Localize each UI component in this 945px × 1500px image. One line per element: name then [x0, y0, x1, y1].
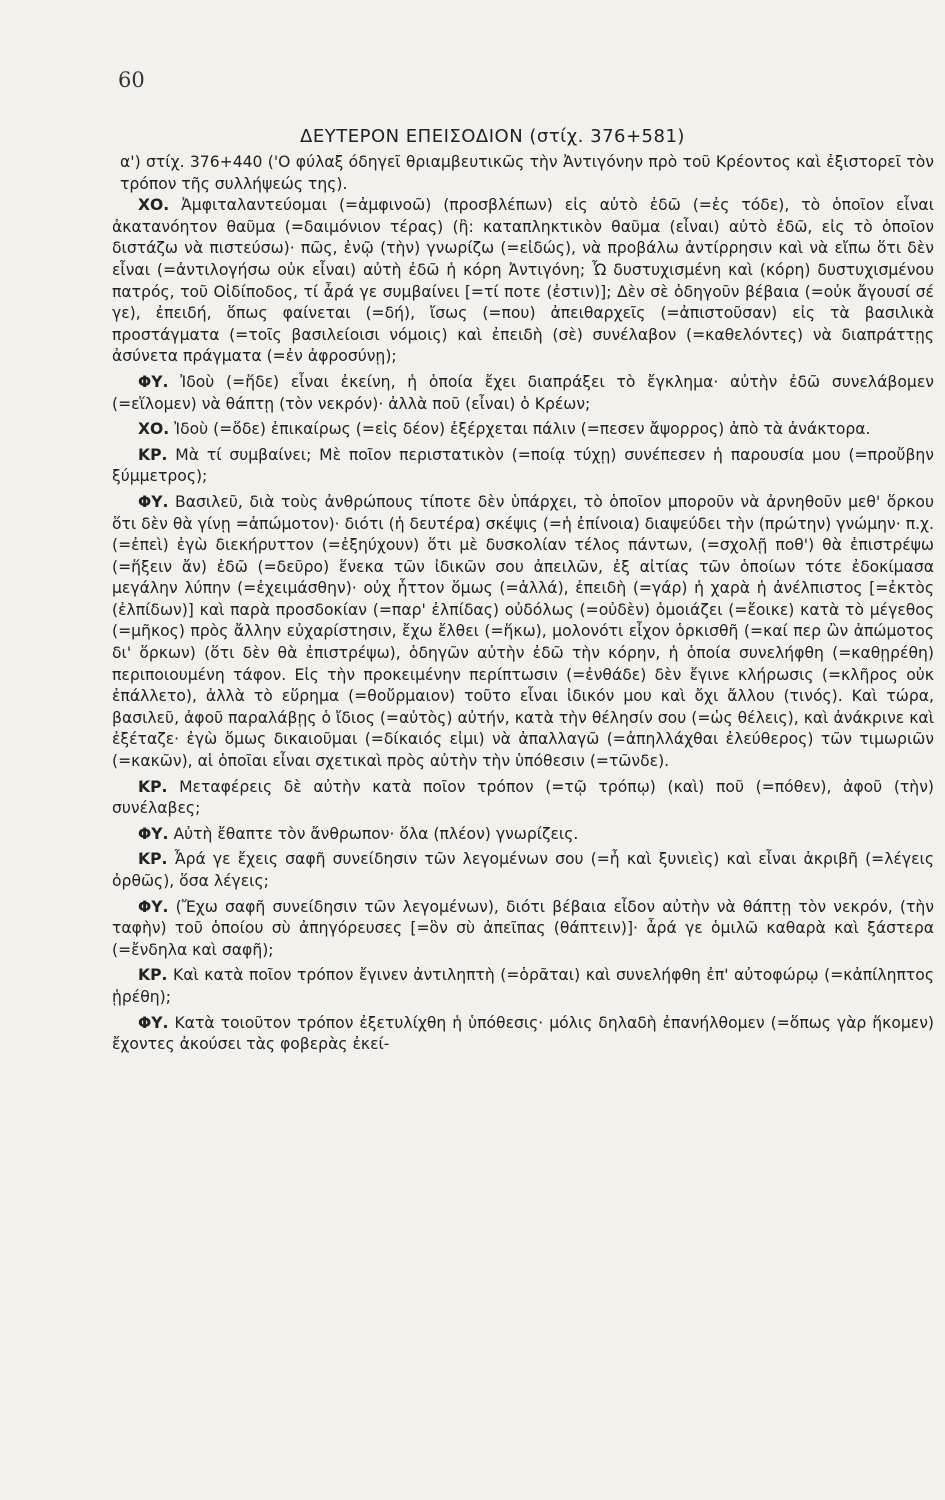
paragraph-text: Κατὰ τοιοῦτον τρόπον ἐξετυλίχθη ἡ ὑπόθεσις· μόλις δηλαδὴ ἐπανήλθομεν (=ὅπως γὰρ ἥκομεν) ἔχοντες ἀκούσει τὰς φοβερὰς ἐκεί-: [112, 1013, 934, 1054]
paragraph-8: [112, 849, 934, 892]
paragraph-text: Βασιλεῦ, διὰ τοὺς ἀνθρώπους τίποτε δὲν ὑπάρχει, τὸ ὁποῖον μποροῦν νὰ ἀρνηθοῦν μεθ' ὅρκου ὅτι δὲν θὰ γίνῃ =ἀπώμοτον)· διότι (ἡ δευτέρα) σκέψις (=ἡ ἐπίνοια) διαψεύδει τὴν (πρώτην) γνώμην· π.χ. (=ἐπεὶ) ἐγὼ διεκήρυττον (=ἐξηύχουν) ὅτι μὲ δυσκολίαν τέλος πάντων, (=σχολῇ ποθ') θὰ ἐπιστρέψω (=ἥξειν ἄν) ἐδῶ (=δεῦρο) ἕνεκα τῶν ἰδικῶν σου ἀπειλῶν, ἐξ αἰτίας τῶν ὁποίων τότε ἐδοκίμασα μεγάλην λύπην (=ἐχειμάσθην)· οὐχ ἧττον ὅμως (=ἀλλά), ἐπειδὴ (=γάρ) ἡ χαρὰ ἡ ἀνέλπιστος [=ἐκτὸς (ἐλπίδων)] καὶ παρὰ προσδοκίαν (=παρ' ἐλπίδας) οὐδόλως (=οὐδὲν) ὁμοιάζει (=ἔοικε) κατὰ τὸ μέγεθος (=μῆκος) πρὸς ἄλλην εὐχαρίστησιν, ἔχω ἔλθει (=ἥκω), μολονότι εἶχον ὁρκισθῆ (=καί περ ὢν ἀπώμοτος δι' ὅρκων) (ὅτι δὲν θὰ ἐπιστρέψω), ὁδηγῶν αὐτὴν ἐδῶ τὴν κόρην, ἡ ὁποία συνελήφθη (=καθῃρέθη) περιποιουμένη τάφον. Εἰς τὴν προκειμένην περίπτωσιν (=ἐνθάδε) δὲν ἔγινε κλήρωσις (=κλῆρος οὐκ ἐπάλλετο), ἀλλὰ τὸ εὕρημα (=θοὔρμαιον) τοῦτο εἶναι ἰδικόν μου καὶ ὄχι ἄλλου (τινός). Καὶ τώρα, βασιλεῦ, ἀφοῦ παραλάβῃς ὁ ἴδιος (=αὐτὸς) αὐτήν, κατὰ τὴν θέλησίν σου (=ὡς θέλεις), καὶ ἀνάκρινε καὶ ἐξέταζε· ἐγὼ ὅμως δικαιοῦμαι (=δίκαιός εἰμι) νὰ ἀπαλλαγῶ (=ἀπηλλάχθαι ἐλεύθερος) τῶν τιμωριῶν (=κακῶν), αἱ ὁποῖαι εἶναι σχετικαὶ πρὸς αὐτὴν τὴν ὑπόθεσιν (=τῶνδε).: [112, 492, 934, 771]
speaker: ΚΡ.: [138, 850, 168, 869]
speaker: ΚΡ.: [138, 966, 168, 985]
page-number: 60: [118, 68, 145, 92]
section-intro-text: στίχ. 376+440 ('Ο φύλαξ όδηγεῖ θριαμβευτικῶς τὴν Ἀντιγόνην πρὸ τοῦ Κρέοντος καὶ ἐξιστορεῖ τὸν τρόπον τῆς συλλήψεώς της).: [120, 153, 934, 193]
section-heading: ΔΕΥΤΕΡΟΝ ΕΠΕΙΣΟΔΙΟΝ (στίχ. 376+581): [300, 126, 685, 147]
speaker: ΚΡ.: [138, 777, 168, 796]
section-label: α'): [120, 153, 141, 171]
section-intro: [112, 152, 934, 195]
paragraph-text: (Ἔχω σαφῆ συνείδησιν τῶν λεγομένων), διότι βέβαια εἶδον αὐτὴν νὰ θάπτῃ τὸν νεκρόν, (τὴν ταφὴν) τοῦ ὁποίου σὺ ἀπηγόρευσες [=ὃν σὺ ἀπεῖπας (θάπτειν)]· ἆρά γε ὁμιλῶ καθαρὰ καὶ ξάστερα (=ἔνδηλα καὶ σαφῆ);: [112, 897, 934, 959]
paragraph-text: Μὰ τί συμβαίνει; Μὲ ποῖον περιστατικὸν (=ποίᾳ τύχῃ) συνέπεσεν ἡ παρουσία μου (=προὔβην ξύμμετρος);: [112, 445, 934, 486]
speaker: ΦΥ.: [138, 1013, 169, 1032]
paragraph-4: [112, 445, 934, 488]
paragraph-text: Αὐτὴ ἔθαπτε τὸν ἄνθρωπον· ὅλα (πλέον) γνωρίζεις.: [173, 824, 579, 843]
speaker: ΧΟ.: [138, 420, 170, 439]
paragraph-text: Ἰδοὺ (=ὅδε) ἐπικαίρως (=εἰς δέον) ἐξέρχεται πάλιν (=πεσεν ἄψορρος) ἀπὸ τὰ ἀνάκτορα.: [174, 420, 871, 439]
speaker: ΦΥ.: [138, 372, 169, 391]
paragraph-text: Ἰδοὺ (=ἥδε) εἶναι ἐκείνη, ἡ ὁποία ἔχει διαπράξει τὸ ἔγκλημα· αὐτὴν ἐδῶ συνελάβομεν (=εἵλομεν) νὰ θάπτῃ (τὸν νεκρόν)· ἀλλὰ ποῦ (εἶναι) ὁ Κρέων;: [112, 372, 934, 413]
paragraph-6: [112, 777, 934, 820]
paragraph-5: [112, 492, 934, 773]
paragraph-text: Ἆρά γε ἔχεις σαφῆ συνείδησιν τῶν λεγομένων σου (=ἦ καὶ ξυνιεὶς) καὶ εἶναι ἀκριβῆ (=λέγεις ὀρθῶς), ὅσα λέγεις;: [112, 850, 934, 890]
speaker: ΚΡ.: [138, 445, 168, 464]
speaker: ΦΥ.: [138, 897, 169, 916]
paragraph-text: Ἀμφιταλαντεύομαι (=ἀμφινοῶ) (προσβλέπων) εἰς αὐτὸ ἐδῶ (=ἐς τόδε), τὸ ὁποῖον εἶναι ἀκατανόητον θαῦμα (=δαιμόνιον τέρας) (ἢ: καταπληκτικὸν θαῦμα (εἶναι) αὐτὸ ἐδῶ, εἰς τὸ ὁποῖον διστάζω νὰ πιστεύσω)· πῶς, ἐνῷ (τὴν) γνωρίζω (=εἰδώς), νὰ προβάλω ἀντίρρησιν καὶ νὰ εἴπω ὅτι δὲν εἶναι (=ἀντιλογήσω οὐκ εἶναι) αὐτὴ ἐδῶ ἡ κόρη Ἀντιγόνη; Ὦ δυστυχισμένη καὶ (κόρη) δυστυχισμένου πατρός, τοῦ Οἰδίποδος, τί ἆρά γε συμβαίνει [=τί ποτε (ἐστιν)]; Δὲν σὲ ὁδηγοῦν βέβαια (=οὐκ ἄγουσί σέ γε), ἐπειδή, ὅπως φαίνεται (=δή), ἴσως (=που) ἀπειθαρχεῖς (=ἀπιστοῦσαν) εἰς τὰ βασιλικὰ προστάγματα (=τοῖς βασιλείοισι νόμοις) καὶ ἐπειδὴ (σὲ) συνέλαβον (=καθελόντες) νὰ διαπράττῃς ἀσύνετα πράγματα (=ἐν ἀφροσύνῃ);: [112, 196, 934, 366]
speaker: ΦΥ.: [138, 492, 169, 511]
paragraph-1: [112, 195, 934, 368]
paragraph-text: Καὶ κατὰ ποῖον τρόπον ἔγινεν ἀντιληπτὴ (=ὁρᾶται) καὶ συνελήφθη ἐπ' αὐτοφώρῳ (=κἀπίληπτος ᾑρέθη);: [112, 966, 934, 1006]
speaker: ΦΥ.: [138, 824, 169, 843]
paragraph-7: [112, 824, 934, 846]
paragraph-11: [112, 1013, 934, 1056]
paragraph-text: Μεταφέρεις δὲ αὐτὴν κατὰ ποῖον τρόπον (=τῷ τρόπῳ) (καὶ) ποῦ (=πόθεν), ἀφοῦ (τὴν) συνέλαβες;: [112, 777, 934, 818]
speaker: ΧΟ.: [138, 196, 170, 215]
paragraph-3: [112, 419, 934, 441]
paragraph-2: [112, 372, 934, 415]
text-body: [112, 152, 934, 1056]
paragraph-10: [112, 965, 934, 1008]
paragraph-9: [112, 897, 934, 962]
